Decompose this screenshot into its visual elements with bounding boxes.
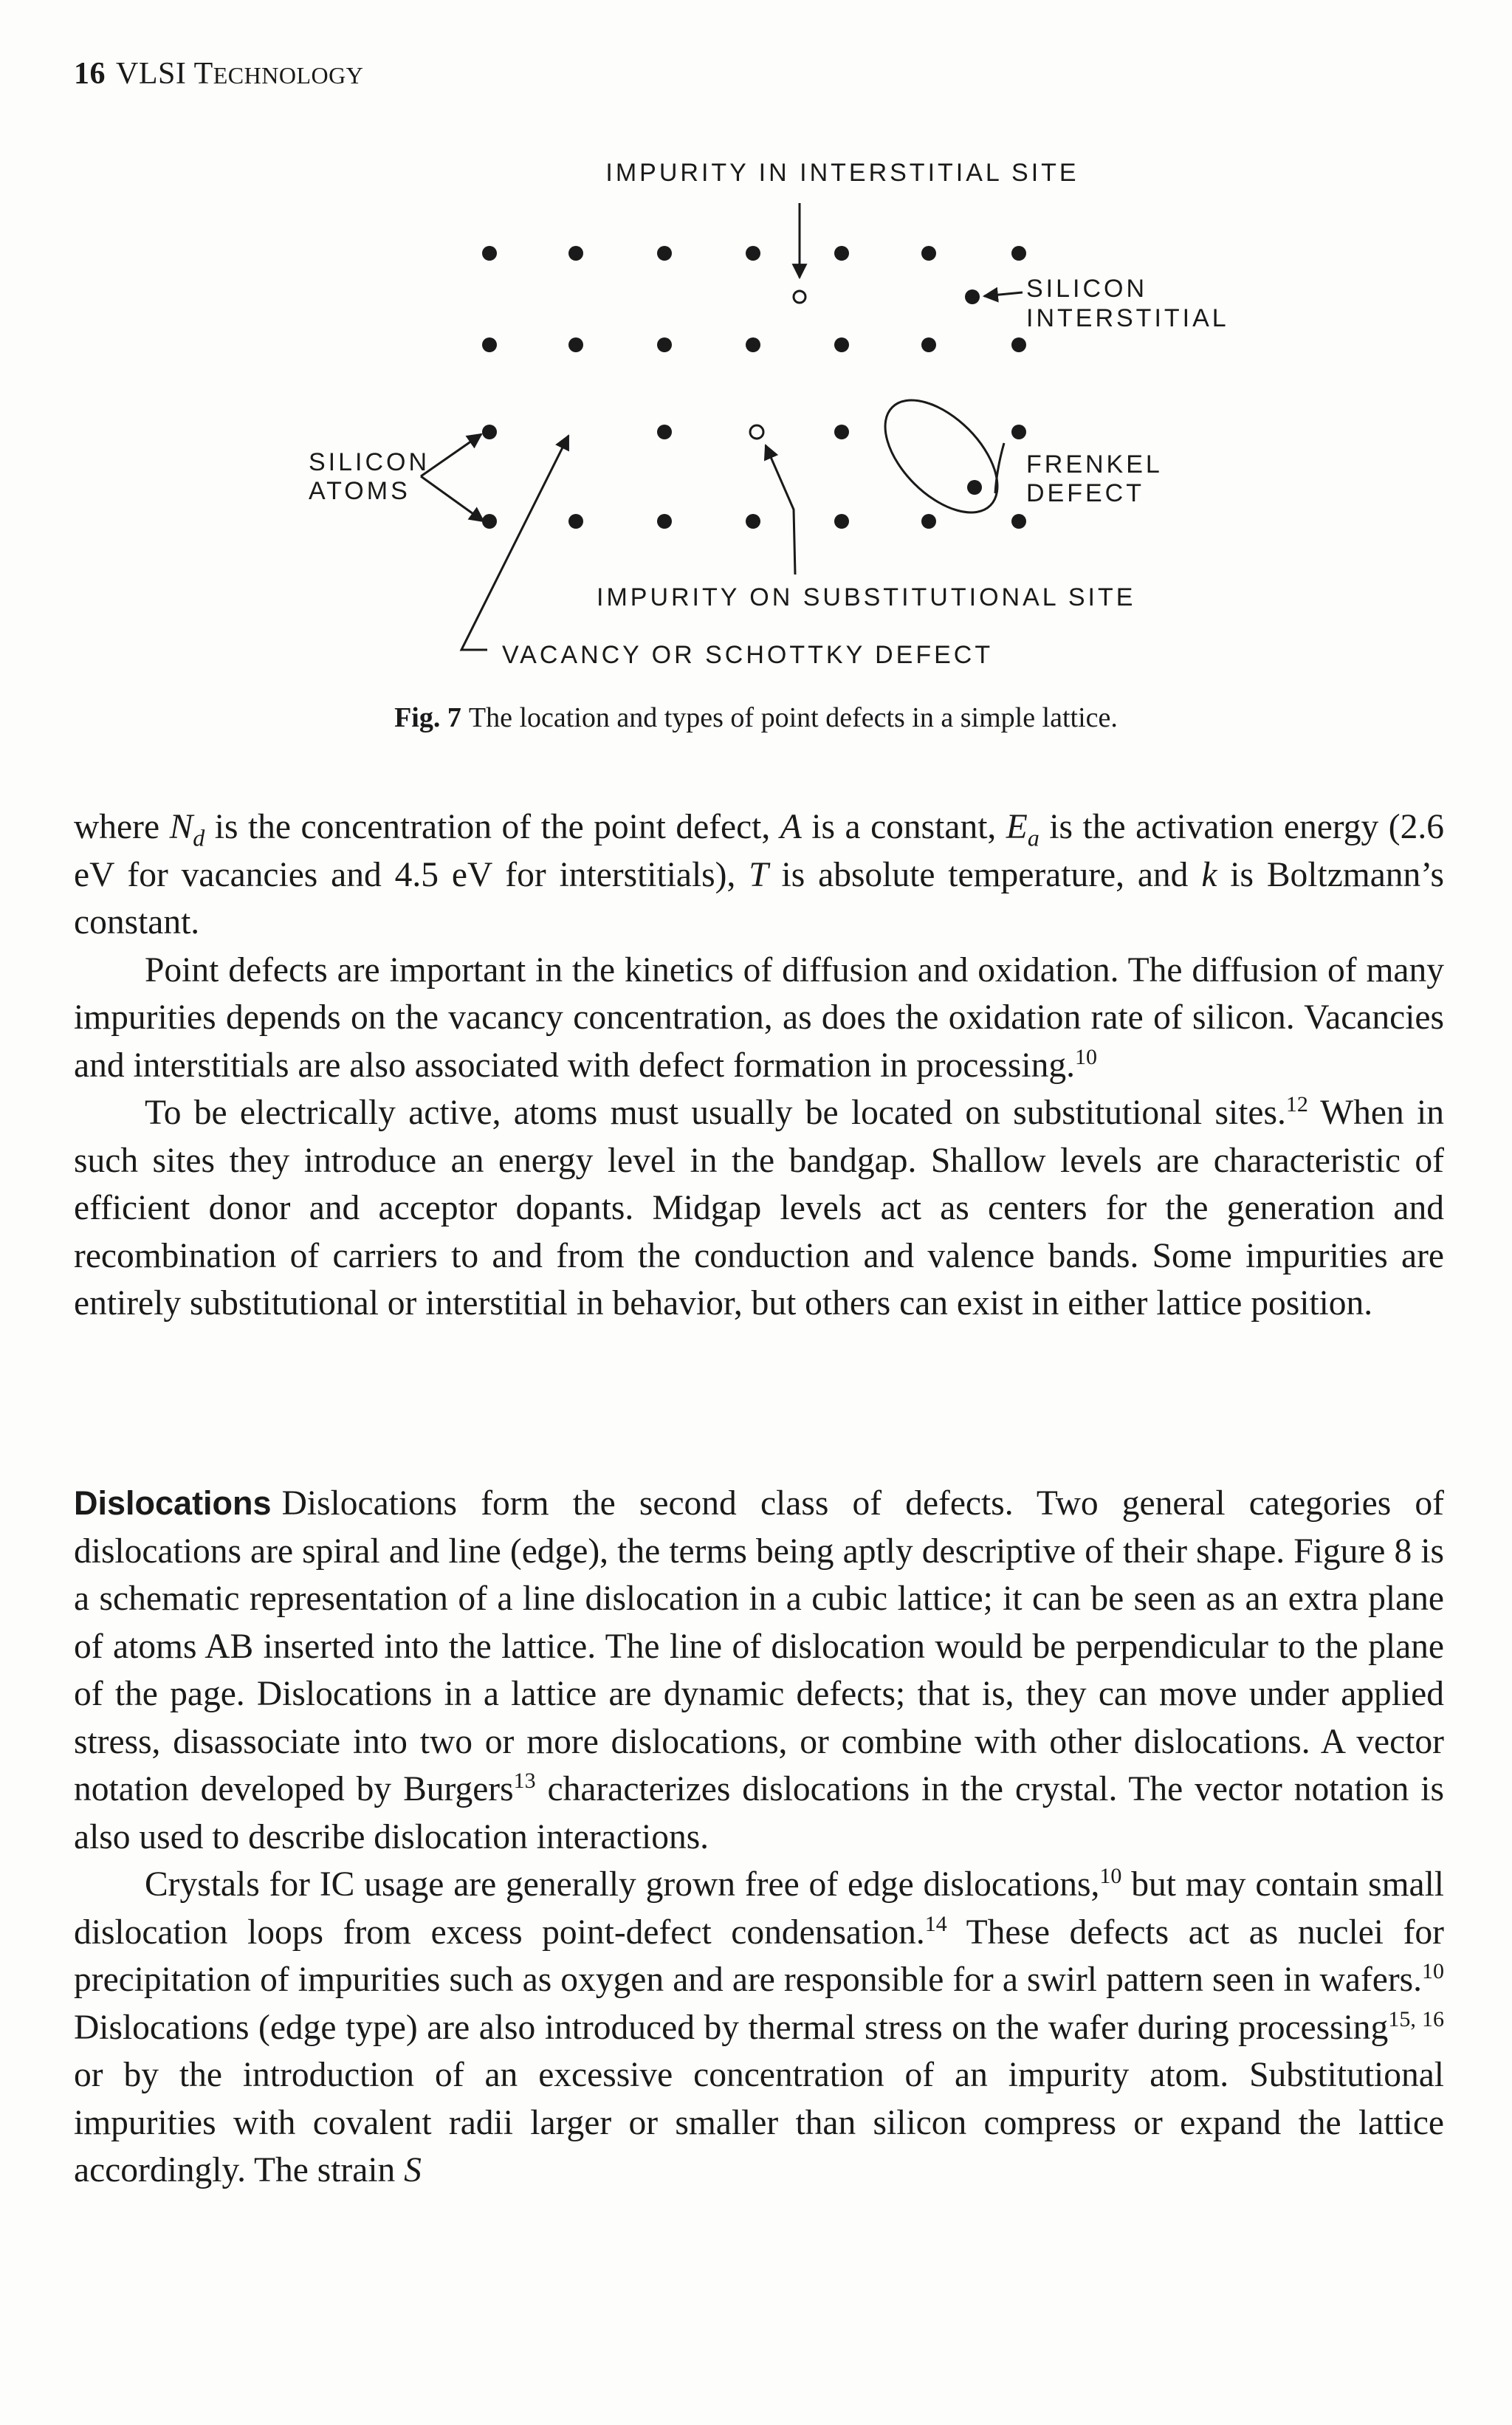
reference-superscript: 10: [1422, 1959, 1444, 1984]
label-silicon-atoms-line2: ATOMS: [309, 477, 410, 505]
reference-superscript: 10: [1099, 1864, 1122, 1889]
silicon-atom-dot: [568, 246, 583, 261]
label-silicon-interstitial-line1: SILICON: [1026, 275, 1148, 303]
label-frenkel-line1: FRENKEL: [1026, 450, 1163, 479]
point-defects-figure: [0, 0, 1512, 694]
frenkel-bracket: [995, 443, 1004, 493]
substitutional-impurity-pointer: [766, 445, 795, 574]
reference-superscript: 10: [1074, 1044, 1097, 1069]
figure-caption: [0, 702, 1512, 734]
silicon-atom-dot: [482, 425, 497, 439]
silicon-atom-dot: [834, 514, 849, 529]
silicon-atom-dot: [746, 246, 760, 261]
silicon-atom-dot: [834, 337, 849, 352]
paragraph-kinetics: Point defects are important in the kinetics of diffusion and oxidation. The diffusion of many impurities depends on the vacancy concentration, as does the oxidation rate of silicon. Vacancies and interstitials are also associated with defect formation in processing.$^{10}$: [74, 950, 1444, 1085]
label-silicon-atoms-line1: SILICON: [309, 448, 430, 476]
silicon-interstitial-atom: [965, 289, 980, 304]
silicon-atoms-pointer-upper: [421, 434, 481, 476]
label-vacancy: VACANCY OR SCHOTTKY DEFECT: [502, 641, 994, 669]
paragraph-dislocations: Dislocations Dislocations form the second class of defects. Two general categories of dislocations are spiral and line (edge), the terms being aptly descriptive of their shape. Figure 8 is a schematic representation of a line dislocation in a cubic lattice; it can be seen as an extra plane of atoms AB inserted into the lattice. The line of dislocation would be perpendicular to the plane of the page. Dislocations in a lattice are dynamic defects; that is, they can move under applied stress, disassociate into two or more dislocations, or combine with other dislocations. A vector notation developed by Burgers$^{13}$ characterizes dislocations in the crystal. The vector notation is also used to describe dislocation interactions.: [74, 1484, 1444, 1856]
silicon-atom-dot: [568, 337, 583, 352]
figure-caption-text: The location and types of point defects in a simple lattice.: [468, 702, 1118, 733]
paragraph-substitutional: To be electrically active, atoms must usually be located on substitutional sites.$^{12}$ When in such sites they introduce an energy level in the bandgap. Shallow levels are characteristic of efficient donor and acceptor dopants. Midgap levels act as centers for the generation and recombination of carriers to and from the conduction and valence bands. Some impurities are entirely substitutional or interstitial in behavior, but others can exist in either lattice position.: [74, 1092, 1444, 1323]
silicon-atom-dot: [921, 514, 936, 529]
reference-superscript: 12: [1285, 1092, 1308, 1117]
paragraph-definitions: where $N_d$ is the concentration of the point defect, A is a constant, $E_a$ is the activation energy (2.6 eV for vacancies and 4.5 eV for interstitials), T is absolute temperature, and k is Boltzmann’s constant.: [74, 808, 1444, 941]
vacancy-pointer: [461, 436, 568, 650]
reference-superscript: 14: [924, 1911, 947, 1936]
silicon-atom-dot: [657, 246, 672, 261]
label-impurity-interstitial: IMPURITY IN INTERSTITIAL SITE: [605, 159, 1079, 187]
reference-superscript: 15, 16: [1388, 2006, 1444, 2031]
silicon-atom-dot: [746, 514, 760, 529]
label-silicon-interstitial-line2: INTERSTITIAL: [1026, 304, 1229, 332]
silicon-atom-dot: [482, 246, 497, 261]
frenkel-defect-atom: [967, 480, 982, 495]
silicon-atom-dot: [921, 246, 936, 261]
interstitial-impurity-atom: [794, 291, 805, 303]
silicon-atoms-pointer-lower: [421, 476, 484, 521]
silicon-atom-dot: [657, 425, 672, 439]
running-title-lead: VLSI T: [116, 57, 213, 91]
silicon-atom-dot: [657, 514, 672, 529]
substitutional-impurity-atom: [750, 425, 763, 439]
silicon-atom-dot: [1011, 337, 1026, 352]
silicon-interstitial-arrow: [984, 292, 1023, 296]
silicon-atom-dot: [657, 337, 672, 352]
text-block-dislocations: [74, 1480, 1444, 2195]
text-block-point-defects: [74, 803, 1444, 1328]
silicon-atom-dot: [482, 514, 497, 529]
frenkel-defect-ellipse: [865, 380, 1017, 532]
page-number: 16: [74, 57, 106, 91]
lattice-atoms: [482, 246, 1026, 529]
silicon-atom-dot: [834, 246, 849, 261]
silicon-atom-dot: [746, 337, 760, 352]
reference-superscript: 13: [513, 1769, 536, 1794]
paragraph-crystals: Crystals for IC usage are generally grown free of edge dislocations,$^{10}$ but may contain small dislocation loops from excess point-defect condensation.$^{14}$ These defects act as nuclei for precipitation of impurities such as oxygen and are responsible for a swirl pattern seen in wafers.$^{10}$ Dislocations (edge type) are also introduced by thermal stress on the wafer during processing$^{15, 16}$ or by the introduction of an excessive concentration of an impurity atom. Substitutional impurities with covalent radii larger or smaller than silicon compress or expand the lattice accordingly. The strain S: [74, 1864, 1444, 2189]
running-title-rest: ECHNOLOGY: [213, 62, 364, 89]
silicon-atom-dot: [1011, 425, 1026, 439]
silicon-atom-dot: [568, 514, 583, 529]
section-heading-dislocations: Dislocations: [74, 1484, 272, 1522]
figure-caption-label: Fig. 7: [394, 702, 461, 733]
label-impurity-substitutional: IMPURITY ON SUBSTITUTIONAL SITE: [597, 583, 1136, 611]
silicon-atom-dot: [482, 337, 497, 352]
silicon-atom-dot: [1011, 246, 1026, 261]
label-frenkel-line2: DEFECT: [1026, 479, 1144, 507]
silicon-atom-dot: [1011, 514, 1026, 529]
silicon-atom-dot: [921, 337, 936, 352]
silicon-atom-dot: [834, 425, 849, 439]
